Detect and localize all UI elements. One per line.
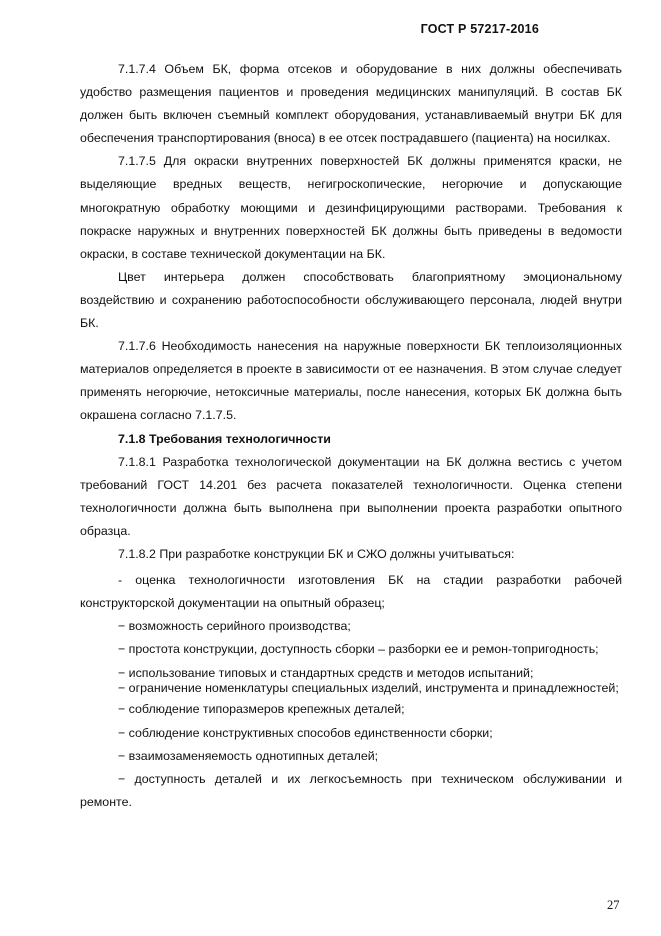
page-number: 27 (607, 898, 620, 912)
document-code-header: ГОСТ Р 57217-2016 (420, 22, 539, 36)
section-heading-7-1-8: 7.1.8 Требования технологичности (118, 431, 331, 446)
list-item-assembly-methods: − соблюдение конструктивных способов единственности сборки; (118, 725, 493, 740)
paragraph-7-1-8-2: 7.1.8.2 При разработке конструкции БК и СЖО должны учитываться: (118, 546, 515, 561)
list-item-serial-production: − возможность серийного производства; (118, 619, 351, 634)
list-item-assessment: - оценка технологичности изготовления БК на стадии разработки рабочей конструкторской документации на опытный образец; (80, 573, 622, 611)
paragraph-7-1-8-1: 7.1.8.1 Разработка технологической документации на БК должна вестись с учетом требований ГОСТ 14.201 без расчета показателей технологичности. Оценка степени технологичности должна быть выполнена при выполнении проекта разработки опытного образца. (80, 454, 622, 538)
list-item-simplicity: − простота конструкции, доступность сборки – разборки ее и ремон-топригодность; (118, 642, 599, 657)
list-item-accessibility: − доступность деталей и их легкосъемность при техническом обслуживании и ремонте. (80, 771, 622, 809)
paragraph-7-1-7-6: 7.1.7.6 Необходимость нанесения на наружные поверхности БК теплоизоляционных материалов определяется в проекте в зависимости от ее назначения. В этом случае следует применять негорючие, нетоксичные материалы, после нанесения, которых БК должна быть окрашена согласно 7.1.7.5. (80, 339, 622, 423)
paragraph-7-1-7-5: 7.1.7.5 Для окраски внутренних поверхностей БК должны применятся краски, не выделяющие вредных веществ, негигроскопические, негорючие и допускающие многократную обработку моющими и дезинфицирующими растворами. Требования к покраске наружных и внутренних поверхностей БК должны быть приведены в ведомости окраски, в составе технической документации на БК. (80, 154, 622, 261)
paragraph-7-1-7-4: 7.1.7.4 Объем БК, форма отсеков и оборудование в них должны обеспечивать удобство размещения пациентов и проведения медицинских манипуляций. В состав БК должен быть включен съемный комплект оборудования, устанавливаемый внутри БК для обеспечения транспортирования (вноса) в ее отсек пострадавшего (пациента) на носилках. (80, 62, 622, 146)
document-body (80, 58, 622, 814)
paragraph-interior-color: Цвет интерьера должен способствовать благоприятному эмоциональному воздействию и сохранению работоспособности обслуживающего персонала, людей внутри БК. (80, 269, 622, 331)
list-item-interchangeability: − взаимозаменяемость однотипных деталей; (118, 748, 379, 763)
list-item-fastener-sizes: − соблюдение типоразмеров крепежных деталей; (118, 702, 405, 717)
list-item-limitation: − ограничение номенклатуры специальных изделий, инструмента и принадлежностей; (118, 681, 619, 696)
list-item-standard-means: − использование типовых и стандартных средств и методов испытаний; (118, 666, 534, 681)
